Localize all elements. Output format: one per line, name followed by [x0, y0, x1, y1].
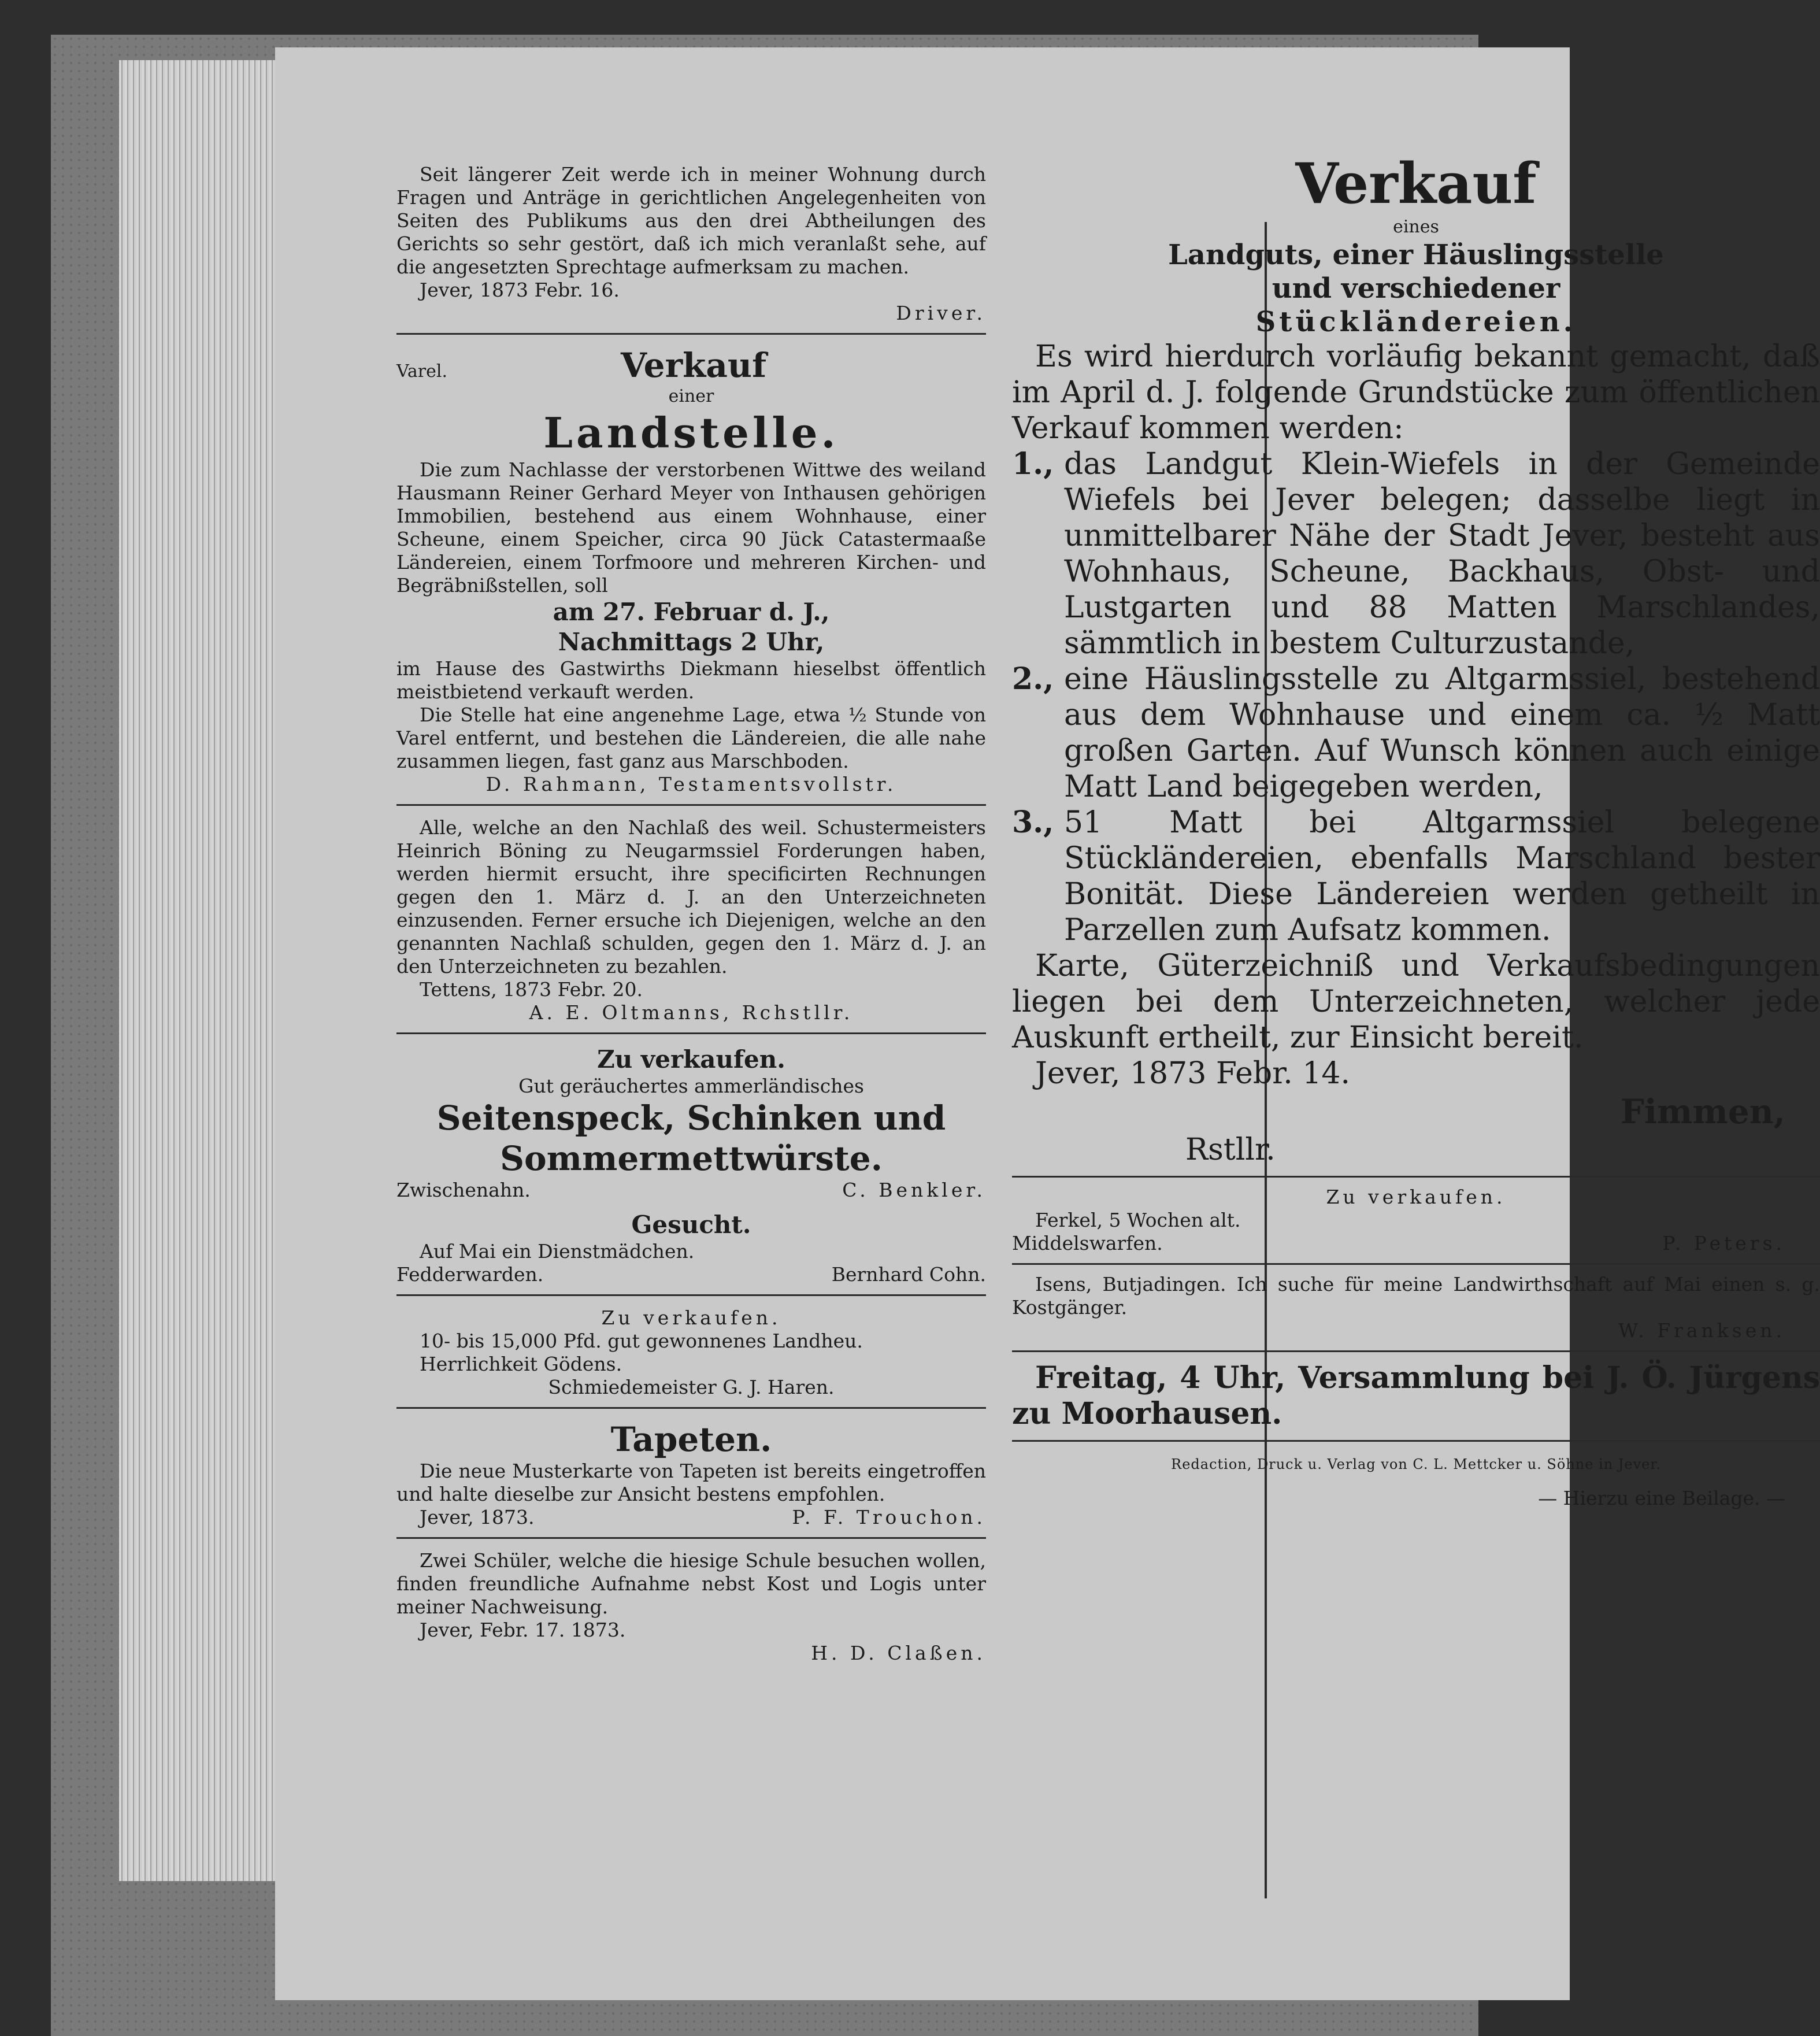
- notice-intro: Es wird hierdurch vorläufig bekannt gemacht, daß im April d. J. folgende Grundstücke zum öffentlichen Verkauf kommen werden:: [1012, 339, 1820, 446]
- page-edges: [119, 60, 275, 1881]
- divider: [1012, 1440, 1820, 1442]
- date-line: am 27. Februar d. J.,: [553, 598, 830, 626]
- notice-boarder: [1012, 1273, 1820, 1342]
- divider: [1012, 1263, 1820, 1265]
- right-column: [1012, 151, 1820, 1510]
- place: Zwischenahn.: [396, 1179, 531, 1201]
- notice-text: Auf Mai ein Dienstmädchen.: [420, 1240, 695, 1263]
- place-date: Jever, Febr. 17. 1873.: [420, 1619, 626, 1641]
- notice-students: [396, 1549, 986, 1665]
- item-text: eine Häuslingsstelle zu Altgarmssiel, bestehend aus dem Wohnhause und einem ca. ½ Matt großen Garten. Auf Wunsch können auch einige Matt Land beigegeben werden,: [1064, 662, 1820, 804]
- divider: [396, 804, 986, 806]
- item-text: 51 Matt bei Altgarmssiel belegene Stückländereien, ebenfalls Marschland bester Bonität. Diese Ländereien werden getheilt in Parzellen zum Aufsatz kommen.: [1064, 805, 1820, 947]
- subtitle: Gut geräuchertes ammerländisches: [518, 1075, 864, 1097]
- item-number: 1.,: [1012, 446, 1054, 482]
- notice-office-hours: [396, 163, 986, 325]
- signature: Bernhard Cohn.: [831, 1263, 986, 1286]
- subtitle: eines: [1393, 217, 1439, 237]
- notice-hay: [396, 1306, 986, 1399]
- subtitle: einer: [668, 386, 714, 406]
- notice-title: Zu verkaufen.: [1326, 1186, 1506, 1208]
- item-number: 3.,: [1012, 805, 1054, 840]
- place: Varel.: [396, 361, 448, 382]
- divider: [396, 1407, 986, 1409]
- signature: W. Franksen.: [1618, 1319, 1785, 1342]
- imprint: Redaction, Druck u. Verlag von C. L. Mettcker u. Söhne in Jever.: [1171, 1456, 1661, 1472]
- divider: [1012, 1350, 1820, 1352]
- supplement-note: — Hierzu eine Beilage. —: [1538, 1487, 1785, 1509]
- notice-text: Zwei Schüler, welche die hiesige Schule besuchen wollen, finden freundliche Aufnahme nebst Kost und Logis unter meiner Nachweisung.: [396, 1549, 986, 1618]
- notice-landstelle: [396, 345, 986, 796]
- notice-piglets: [1012, 1186, 1820, 1255]
- notice-text: Alle, welche an den Nachlaß des weil. Schustermeisters Heinrich Böning zu Neugarmssiel Forderungen haben, werden hiermit ersucht, ihre specificirten Rechnungen gegen den 1. März d. J. an den Unterzeichneten einzusenden. Ferner ersuche ich Diejenigen, welche an den genannten Nachlaß schulden, gegen den 1. März d. J. an den Unterzeichneten zu bezahlen.: [396, 816, 986, 978]
- notice-wallpaper: [396, 1419, 986, 1529]
- notice-title: Verkauf: [621, 346, 767, 385]
- divider: [396, 1294, 986, 1296]
- divider: [396, 1032, 986, 1034]
- notice-title: Verkauf: [1295, 151, 1537, 216]
- place: Middelswarfen.: [1012, 1232, 1163, 1254]
- signature: P. Peters.: [1662, 1232, 1785, 1254]
- signature: H. D. Claßen.: [811, 1642, 986, 1664]
- notice-text: Ferkel, 5 Wochen alt.: [1035, 1209, 1241, 1231]
- place-date: Jever, 1873.: [420, 1506, 535, 1528]
- notice-text: Seit längerer Zeit werde ich in meiner Wohnung durch Fragen und Anträge in gerichtlichen Angelegenheiten von Seiten des Publikums aus den drei Abtheilungen des Gerichts so sehr gestört, daß ich mich veranlaßt sehe, auf die angesetzten Sprechtage aufmerksam zu machen.: [396, 163, 986, 278]
- headline-1: Landguts, einer Häuslingsstelle: [1168, 239, 1664, 271]
- notice-text: Die neue Musterkarte von Tapeten ist bereits eingetroffen und halte dieselbe zur Ansicht bestens empfohlen.: [396, 1460, 986, 1505]
- notice-title: Gesucht.: [631, 1211, 751, 1239]
- headline-2: und verschiedener: [1272, 272, 1560, 305]
- notice-text-2: Herrlichkeit Gödens.: [420, 1353, 622, 1375]
- notice-title-2: Landstelle.: [543, 408, 839, 457]
- list-item: [1012, 661, 1820, 805]
- place: Fedderwarden.: [396, 1263, 544, 1286]
- item-number: 2.,: [1012, 661, 1054, 697]
- place-date: Tettens, 1873 Febr. 20.: [420, 978, 643, 1001]
- signature-title: Rstllr.: [1185, 1132, 1276, 1167]
- signature: C. Benkler.: [842, 1179, 986, 1201]
- notice-text: Freitag, 4 Uhr, Versammlung bei J. Ö. Jürgens zu Moorhausen.: [1012, 1360, 1820, 1431]
- headline-3: Stückländereien.: [1255, 306, 1577, 338]
- notice-title: Zu verkaufen.: [597, 1045, 785, 1073]
- notice-smoked-meat: [396, 1045, 986, 1202]
- notice-text-2: im Hause des Gastwirths Diekmann hieselbst öffentlich meistbietend verkauft werden.: [396, 657, 986, 703]
- signature: Fimmen,: [1620, 1092, 1785, 1131]
- item-text: das Landgut Klein-Wiefels in der Gemeinde Wiefels bei Jever belegen; dasselbe liegt in unmittelbarer Nähe der Stadt Jever, besteht aus Wohnhaus, Scheune, Backhaus, Obst- und Lustgarten und 88 Matten Marschlandes, sämmtlich in bestem Culturzustande,: [1064, 447, 1820, 661]
- place-date: Jever, 1873 Febr. 14.: [1035, 1056, 1351, 1091]
- divider: [1012, 1176, 1820, 1178]
- signature: D. Rahmann, Testamentsvollstr.: [485, 773, 897, 795]
- notice-title: Tapeten.: [610, 1420, 772, 1459]
- list-item: [1012, 446, 1820, 661]
- signature: P. F. Trouchon.: [792, 1506, 986, 1528]
- signature: Driver.: [896, 302, 986, 324]
- notice-text-3: Die Stelle hat eine angenehme Lage, etwa ½ Stunde von Varel entfernt, und bestehen die Ländereien, die alle nahe zusammen liegen, fast ganz aus Marschboden.: [396, 704, 986, 772]
- notice-wanted: [396, 1210, 986, 1286]
- newspaper-page: [275, 47, 1820, 2000]
- signature: Schmiedemeister G. J. Haren.: [548, 1376, 835, 1398]
- notice-outro: Karte, Güterzeichniß und Verkaufsbedingungen liegen bei dem Unterzeichneten, welcher jede Auskunft ertheilt, zur Einsicht bereit.: [1012, 949, 1820, 1055]
- place-date: Jever, 1873 Febr. 16.: [420, 279, 620, 301]
- notice-text: 10- bis 15,000 Pfd. gut gewonnenes Landheu.: [420, 1330, 863, 1352]
- notice-text: Die zum Nachlasse der verstorbenen Wittwe des weiland Hausmann Reiner Gerhard Meyer von Inthausen gehörigen Immobilien, bestehend aus einem Wohnhause, einer Scheune, einem Speicher, circa 90 Jück Catastermaaße Ländereien, einem Torfmoore und mehreren Kirchen- und Begräbnißstellen, soll: [396, 458, 986, 597]
- headline-1: Seitenspeck, Schinken und: [436, 1098, 946, 1138]
- signature: A. E. Oltmanns, Rchstllr.: [529, 1001, 854, 1024]
- notice-estate-sale: [1012, 151, 1820, 1168]
- headline-2: Sommermettwürste.: [500, 1139, 883, 1178]
- list-item: [1012, 805, 1820, 948]
- time-line: Nachmittags 2 Uhr,: [558, 628, 825, 656]
- notice-title: Zu verkaufen.: [601, 1306, 781, 1329]
- notice-text: Isens, Butjadingen. Ich suche für meine Landwirthschaft auf Mai einen s. g. Kostgänger.: [1012, 1273, 1820, 1319]
- notice-estate-claims: [396, 816, 986, 1024]
- left-column: [396, 163, 986, 1665]
- divider: [396, 1537, 986, 1539]
- divider: [396, 333, 986, 335]
- notice-meeting: [1012, 1360, 1820, 1432]
